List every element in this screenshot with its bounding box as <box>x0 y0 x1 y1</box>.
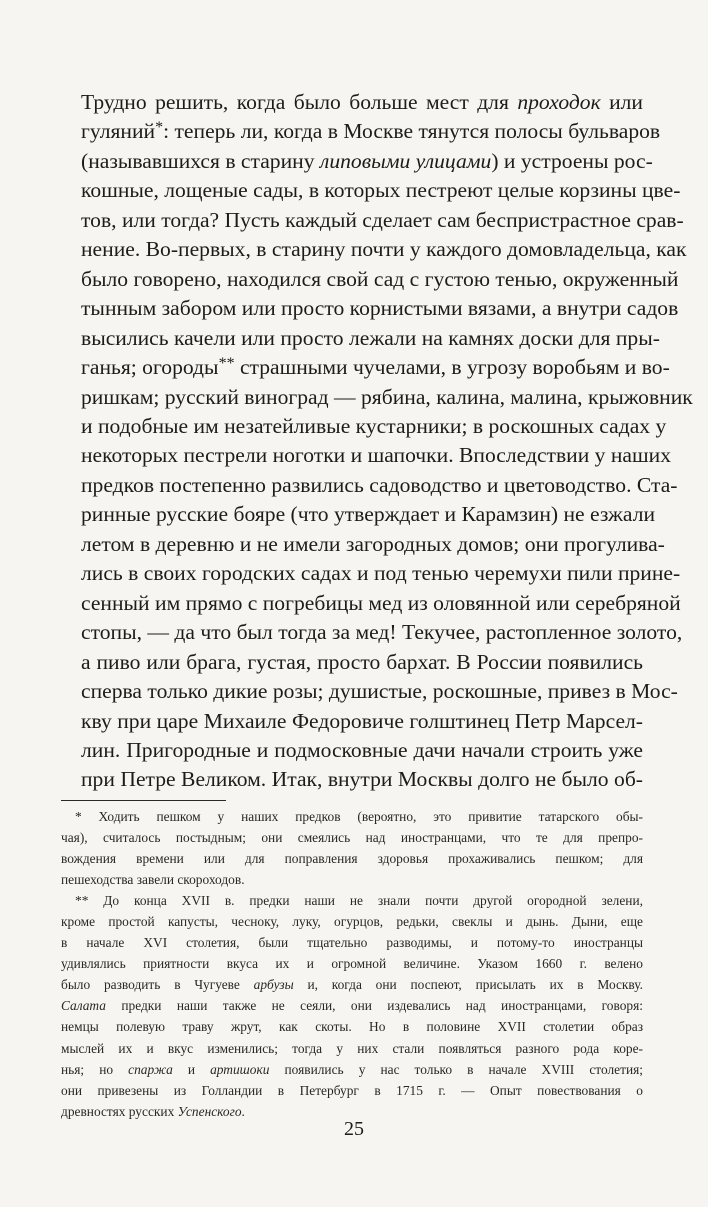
body-text-line <box>81 176 681 205</box>
text-segment: ришкам; русский виноград — рябина, калина, малина, крыжовник <box>81 384 693 409</box>
body-text-line <box>81 589 681 618</box>
body-text-line <box>81 677 678 706</box>
footnote-line <box>61 911 643 932</box>
text-segment: и, когда они поспеют, присылать их в Москву. <box>293 977 643 993</box>
footnote-line <box>61 974 643 995</box>
text-segment: или <box>600 90 643 114</box>
body-text-line <box>81 618 683 647</box>
body-text-line <box>81 265 679 294</box>
footnote-line <box>61 953 643 974</box>
text-segment: тынным забором или просто корнистыми вязами, а внутри садов <box>81 296 679 321</box>
text-segment: кроме простой капусты, чесноку, луку, огурцов, редьки, свеклы и дынь. Дыни, еще <box>61 914 643 930</box>
text-segment: гуляний <box>81 119 156 144</box>
italic-text: арбузы <box>253 977 294 993</box>
body-text-line <box>81 117 661 146</box>
text-segment: пешеходства завели скороходов. <box>61 872 245 888</box>
text-segment: и <box>172 1061 211 1077</box>
italic-text: артишоки <box>210 1061 270 1077</box>
body-text-line <box>81 707 643 736</box>
text-segment: кошные, лощеные сады, в которых пестреют целые корзины цве- <box>81 178 681 203</box>
body-text-line <box>81 530 665 559</box>
text-segment: чая), считалось постыдным; они смеялись над иностранцами, что те для препро- <box>61 830 643 846</box>
body-text-line <box>81 147 653 176</box>
footnote-line <box>61 848 643 869</box>
body-text-line <box>81 206 684 235</box>
text-segment: страшными чучелами, в угрозу воробьям и во- <box>234 355 670 380</box>
text-segment: высились качели или просто лежали на камнях доски для пры- <box>81 325 660 350</box>
text-segment: удивлялись приятности вкуса их и огромной величине. Указом 1660 г. велено <box>61 956 643 972</box>
text-segment: ** До конца XVII в. предки наши не знали почти другой огородной зелени, <box>75 893 643 909</box>
body-text-line <box>81 500 656 529</box>
text-segment: мыслей их и вкус изменились; тогда у них стали появляться разного рода коре- <box>61 1040 643 1056</box>
text-segment: ганья; огороды <box>81 355 219 380</box>
body-text-line <box>81 441 672 470</box>
text-segment: * Ходить пешком у наших предков (вероятно, это привитие татарского обы- <box>75 809 643 824</box>
italic-text: липовыми улицами <box>319 148 492 173</box>
text-segment: (называвшихся в старину <box>81 148 320 173</box>
text-segment: лин. Пригородные и подмосковные дачи начали строить уже <box>81 737 643 762</box>
body-text-line <box>81 765 643 794</box>
footnote-marker: * <box>155 119 164 137</box>
footnote-line <box>61 827 643 848</box>
footnote-line <box>61 890 643 911</box>
text-segment: ринные русские бояре (что утверждает и Карамзин) не езжали <box>81 502 656 527</box>
text-segment: ) и устроены рос- <box>491 148 653 173</box>
body-text-line <box>81 294 679 323</box>
body-text-line <box>81 235 687 264</box>
text-segment: при Петре Великом. Итак, внутри Москвы долго не было об- <box>81 767 643 792</box>
footnote-line <box>61 932 643 953</box>
footnotes <box>61 806 643 1122</box>
text-segment: а пиво или брага, густая, просто бархат. В России появились <box>81 649 643 674</box>
body-text-line <box>81 353 670 382</box>
footnote-line <box>61 1016 643 1037</box>
body-text-line <box>81 559 681 588</box>
text-segment: они привезены из Голландии в Петербург в 1715 г. — Опыт повествования о <box>61 1082 643 1098</box>
italic-text: Успенского <box>177 1103 242 1119</box>
text-segment: появились у нас только в начале XVIII столетия; <box>269 1061 643 1077</box>
text-segment: древностях русских <box>61 1103 178 1119</box>
text-segment: немцы полевую траву жрут, как скоты. Но в половине XVII столетии образ <box>61 1019 643 1035</box>
text-segment: лись в своих городских садах и под тенью черемухи пили прине- <box>81 561 681 586</box>
text-segment: и подобные им незатейливые кустарники; в роскошных садах у <box>81 413 667 438</box>
footnote-line <box>61 1059 643 1080</box>
body-text-line <box>81 88 643 117</box>
text-segment: Трудно решить, когда было больше мест для <box>81 90 518 114</box>
footnote-line <box>61 995 643 1016</box>
text-segment: сенный им прямо с погребицы мед из оловянной или серебряной <box>81 590 681 615</box>
italic-text: Салата <box>61 998 106 1014</box>
text-segment: сперва только дикие розы; душистые, роскошные, привез в Мос- <box>81 679 678 704</box>
italic-text: проходок <box>517 90 601 114</box>
body-text-line <box>81 471 678 500</box>
text-segment: вождения времени или для поправления здоровья прохаживались пешком; для <box>61 851 643 867</box>
body-text-line <box>81 412 667 441</box>
text-segment: тов, или тогда? Пусть каждый сделает сам беспристрастное срав- <box>81 207 684 232</box>
body-text <box>81 88 693 795</box>
body-text-line <box>81 736 643 765</box>
text-segment: предки наши также не сеяли, они издевались над иностранцами, говоря: <box>105 998 643 1014</box>
body-text-line <box>81 648 643 677</box>
body-text-line <box>81 383 693 412</box>
text-segment: нение. Во-первых, в старину почти у каждого домовладельца, как <box>81 237 687 262</box>
body-text-line <box>81 324 660 353</box>
footnote-line <box>61 869 643 890</box>
text-segment: . <box>241 1103 245 1119</box>
text-segment: в начале XVI столетия, были тщательно разводимы, и потому-то иностранцы <box>61 935 643 951</box>
text-segment: стопы, — да что был тогда за мед! Текучее, растопленное золото, <box>81 620 683 645</box>
footnote-separator <box>61 800 226 801</box>
footnote-line <box>61 806 643 827</box>
text-segment: кву при царе Михаиле Федоровиче голштинец Петр Марсел- <box>81 708 643 733</box>
footnote-line <box>61 1038 643 1059</box>
footnote-line <box>61 1080 643 1101</box>
text-segment: : теперь ли, когда в Москве тянутся полосы бульваров <box>163 119 661 144</box>
text-segment: нья; но <box>61 1061 129 1077</box>
footnote-marker: ** <box>218 355 235 373</box>
text-segment: было разводить в Чугуеве <box>61 977 254 993</box>
text-segment: предков постепенно развились садоводство и цветоводство. Ста- <box>81 472 678 497</box>
text-segment: было говорено, находился свой сад с густою тенью, окруженный <box>81 266 679 291</box>
text-segment: некоторых пестрели ноготки и шапочки. Впоследствии у наших <box>81 443 672 468</box>
text-segment: летом в деревню и не имели загородных домов; они прогулива- <box>81 531 665 556</box>
page-number: 25 <box>344 1118 364 1140</box>
italic-text: спаржа <box>128 1061 173 1077</box>
